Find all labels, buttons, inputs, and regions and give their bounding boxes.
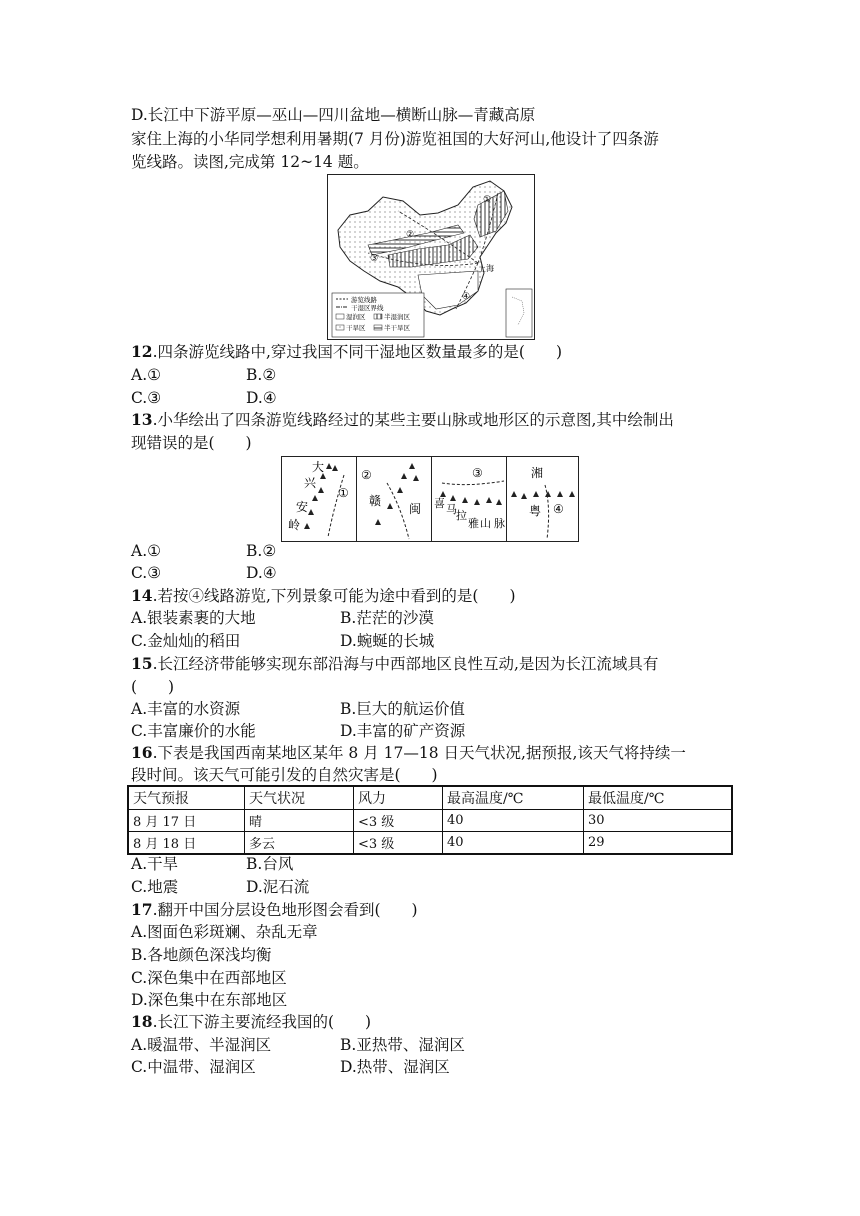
legend-arid: 干旱区	[346, 324, 366, 332]
map-label-1: ①	[483, 195, 492, 205]
table-cell: <3 级	[354, 810, 443, 832]
south-sea-inset	[506, 289, 532, 337]
table-cell: 40	[443, 832, 584, 855]
q12-option-c[interactable]: C.③	[131, 389, 162, 407]
svg-text:②: ②	[361, 468, 372, 482]
mountain-panel-2-graphic	[357, 457, 431, 541]
mountain-panel-1-graphic	[282, 457, 356, 541]
legend-semiarid: 半干旱区	[384, 324, 410, 332]
header-cell: 天气状况	[245, 786, 354, 810]
svg-text:闽: 闽	[409, 502, 422, 516]
china-route-map	[327, 174, 535, 340]
svg-text:脉: 脉	[494, 517, 505, 530]
q15-option-c[interactable]: C.丰富廉价的水能	[131, 722, 256, 740]
svg-text:山: 山	[480, 517, 491, 530]
q16-option-b[interactable]: B.台风	[246, 855, 294, 873]
map-label-4: ④	[462, 292, 471, 302]
map-label-shanghai: 上海	[478, 264, 494, 273]
mountain-panel-4-graphic	[507, 457, 581, 541]
header-cell: 最低温度/℃	[584, 786, 733, 810]
svg-text:岭: 岭	[288, 518, 301, 532]
q14-option-a[interactable]: A.银装素裹的大地	[131, 609, 256, 627]
svg-text:喜: 喜	[434, 497, 445, 510]
q18-option-b[interactable]: B.亚热带、湿润区	[340, 1036, 465, 1054]
china-map-graphic	[328, 175, 534, 339]
q16-option-d[interactable]: D.泥石流	[246, 878, 310, 896]
q16-option-c[interactable]: C.地震	[131, 878, 179, 896]
q13-option-a[interactable]: A.①	[131, 542, 162, 560]
weather-table	[127, 785, 733, 855]
svg-text:大: 大	[312, 460, 325, 474]
q16-option-a[interactable]: A.干旱	[131, 855, 179, 873]
table-row	[128, 810, 732, 832]
svg-text:安: 安	[296, 500, 309, 514]
q17-option-b[interactable]: B.各地颜色深浅均衡	[131, 946, 272, 964]
table-cell: 40	[443, 810, 584, 832]
map-label-2: ②	[406, 230, 415, 240]
mountain-panel-1	[282, 457, 357, 541]
q15-option-d[interactable]: D.丰富的矿产资源	[340, 722, 466, 740]
svg-text:雅: 雅	[468, 517, 479, 530]
q12-option-a[interactable]: A.①	[131, 366, 162, 384]
mountain-panel-3-graphic	[432, 457, 506, 541]
intro-line-2: 览线路。读图,完成第 12~14 题。	[131, 153, 369, 171]
legend-semihumid: 半湿润区	[384, 313, 410, 321]
svg-text:兴: 兴	[304, 476, 317, 490]
q13-stem-2: 现错误的是( )	[131, 434, 252, 452]
header-cell: 天气预报	[128, 786, 245, 810]
header-cell: 最高温度/℃	[443, 786, 584, 810]
q16-stem-1: 16.下表是我国西南某地区某年 8 月 17—18 日天气状况,据预报,该天气将持续一	[131, 743, 686, 762]
q15-stem-1: 15.长江经济带能够实现东部沿海与中西部地区良性互动,是因为长江流域具有	[131, 654, 659, 673]
svg-text:拉: 拉	[456, 509, 467, 522]
q13-option-d[interactable]: D.④	[246, 564, 277, 582]
q12-stem: 12.四条游览线路中,穿过我国不同干湿地区数量最多的是( )	[131, 342, 563, 361]
q13-option-c[interactable]: C.③	[131, 564, 162, 582]
q14-option-d[interactable]: D.蜿蜒的长城	[340, 632, 435, 650]
q17-option-c[interactable]: C.深色集中在西部地区	[131, 969, 287, 987]
option-d-prev: D.长江中下游平原—巫山—四川盆地—横断山脉—青藏高原	[131, 106, 536, 124]
weather-table-header	[128, 786, 732, 810]
q17-stem: 17.翻开中国分层设色地形图会看到( )	[131, 900, 418, 919]
q17-option-d[interactable]: D.深色集中在东部地区	[131, 991, 288, 1009]
table-cell: 晴	[245, 810, 354, 832]
header-cell: 风力	[354, 786, 443, 810]
mountain-panel-3	[432, 457, 507, 541]
q17-option-a[interactable]: A.图面色彩斑斓、杂乱无章	[131, 923, 318, 941]
q13-option-b[interactable]: B.②	[246, 542, 277, 560]
svg-text:湘: 湘	[531, 466, 544, 480]
mountain-panel-2	[357, 457, 432, 541]
table-row	[128, 832, 732, 855]
q12-option-b[interactable]: B.②	[246, 366, 277, 384]
q14-stem: 14.若按④线路游览,下列景象可能为途中看到的是( )	[131, 586, 516, 605]
svg-text:④: ④	[553, 502, 564, 516]
q18-stem: 18.长江下游主要流经我国的( )	[131, 1012, 372, 1031]
q14-option-c[interactable]: C.金灿灿的稻田	[131, 632, 241, 650]
svg-text:③: ③	[472, 466, 483, 480]
mountain-glyphs-4	[511, 491, 575, 499]
intro-line-1: 家住上海的小华同学想利用暑期(7 月份)游览祖国的大好河山,他设计了四条游	[131, 130, 659, 148]
table-cell: <3 级	[354, 832, 443, 855]
table-cell: 30	[584, 810, 733, 832]
q13-stem-1: 13.小华绘出了四条游览线路经过的某些主要山脉或地形区的示意图,其中绘制出	[131, 410, 674, 429]
q18-option-d[interactable]: D.热带、湿润区	[340, 1058, 450, 1076]
table-cell: 8 月 17 日	[128, 810, 245, 832]
svg-text:赣: 赣	[369, 494, 382, 508]
q15-stem-2: ( )	[131, 678, 175, 696]
legend-route: 游览线路	[351, 296, 377, 304]
q16-stem-2: 段时间。该天气可能引发的自然灾害是( )	[131, 766, 438, 784]
table-cell: 29	[584, 832, 733, 855]
svg-text:粤: 粤	[529, 504, 542, 518]
q18-option-c[interactable]: C.中温带、湿润区	[131, 1058, 256, 1076]
mountain-sketch-figure	[281, 456, 579, 542]
q18-option-a[interactable]: A.暖温带、半湿润区	[131, 1036, 272, 1054]
q14-option-b[interactable]: B.茫茫的沙漠	[340, 609, 434, 627]
mountain-panel-4	[507, 457, 581, 541]
table-cell: 多云	[245, 832, 354, 855]
svg-text:马: 马	[446, 503, 457, 516]
table-cell: 8 月 18 日	[128, 832, 245, 855]
legend-humid: 湿润区	[346, 313, 366, 321]
q12-option-d[interactable]: D.④	[246, 389, 277, 407]
q15-option-b[interactable]: B.巨大的航运价值	[340, 700, 465, 718]
map-label-3: ③	[370, 254, 379, 264]
legend-boundary: 干湿区界线	[351, 304, 384, 312]
svg-text:①: ①	[338, 486, 349, 500]
q15-option-a[interactable]: A.丰富的水资源	[131, 700, 241, 718]
